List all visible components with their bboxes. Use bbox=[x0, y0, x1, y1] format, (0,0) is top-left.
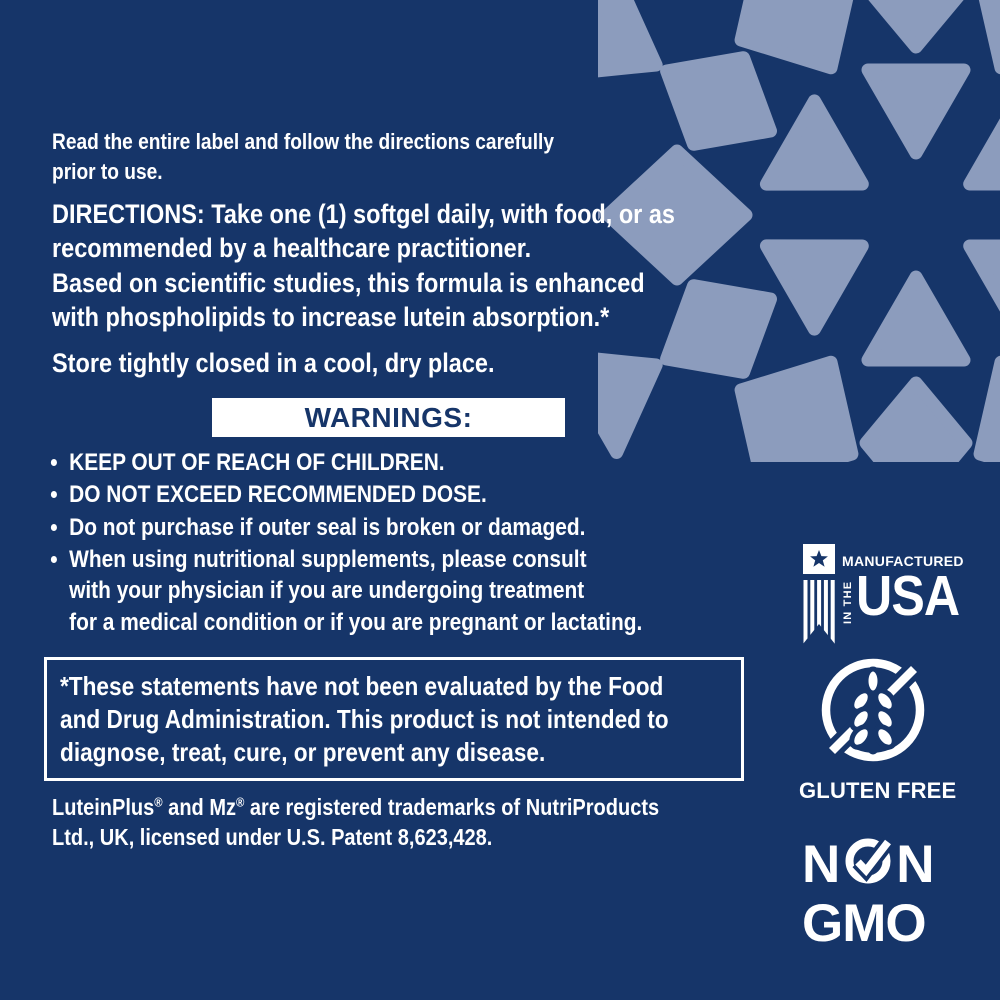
warnings-list bbox=[50, 447, 730, 639]
usa-badge-text bbox=[842, 544, 973, 644]
line: with your physician if you are undergoing treatment bbox=[69, 577, 585, 605]
directions-line: Based on scientific studies, this formula is enhanced bbox=[52, 268, 645, 298]
manufactured-label: MANUFACTURED bbox=[842, 553, 964, 569]
disclaimer-line: *These statements have not been evaluated by the Food bbox=[60, 671, 664, 701]
enhanced-absorption-text bbox=[52, 267, 645, 334]
directions-line: recommended by a healthcare practitioner. bbox=[52, 232, 532, 263]
usa-ribbon-flag-icon bbox=[803, 544, 835, 644]
registered-mark: ® bbox=[154, 794, 163, 810]
non-letter-left: N bbox=[802, 834, 841, 894]
made-in-usa-badge bbox=[803, 544, 973, 644]
disclaimer-box bbox=[44, 657, 744, 781]
trademark-line2: Ltd., UK, licensed under U.S. Patent 8,623,428. bbox=[52, 824, 493, 850]
trademark-text bbox=[52, 792, 659, 852]
directions-text bbox=[52, 198, 675, 265]
line: • KEEP OUT OF REACH OF CHILDREN. bbox=[69, 449, 445, 476]
wheat-slash-icon bbox=[819, 656, 927, 764]
disclaimer-text bbox=[60, 670, 669, 769]
brand-mz: and Mz bbox=[162, 794, 237, 820]
notice-line: prior to use. bbox=[52, 159, 163, 184]
directions-line: with phospholipids to increase lutein absorption.* bbox=[52, 301, 610, 332]
storage-instructions: Store tightly closed in a cool, dry place. bbox=[52, 348, 495, 378]
brand-luteinplus: LuteinPlus bbox=[52, 794, 155, 820]
warning-item bbox=[69, 512, 730, 544]
line: for a medical condition or if you are pregnant or lactating. bbox=[69, 608, 643, 636]
directions-line: DIRECTIONS: Take one (1) softgel daily, with food, or as bbox=[52, 199, 675, 229]
non-gmo-badge bbox=[802, 834, 972, 953]
notice-line: Read the entire label and follow the directions carefully bbox=[52, 129, 555, 154]
check-circle-icon bbox=[841, 834, 895, 888]
warnings-header bbox=[212, 398, 565, 437]
warning-item bbox=[69, 479, 730, 511]
disclaimer-line: and Drug Administration. This product is not intended to bbox=[60, 704, 669, 734]
gluten-free-label: GLUTEN FREE bbox=[799, 778, 957, 803]
warning-item bbox=[69, 447, 730, 479]
trademark-rest: are registered trademarks of NutriProducts bbox=[244, 794, 660, 820]
usa-label: USA bbox=[856, 564, 960, 628]
line: • When using nutritional supplements, please consult bbox=[69, 545, 587, 573]
warning-item bbox=[69, 544, 730, 639]
line: • Do not purchase if outer seal is broken or damaged. bbox=[69, 513, 586, 541]
non-letter-right: N bbox=[896, 834, 935, 894]
trademark-line1 bbox=[52, 792, 659, 822]
disclaimer-line: diagnose, treat, cure, or prevent any disease. bbox=[60, 737, 546, 767]
in-the-label: IN THE bbox=[842, 580, 854, 624]
gmo-label: GMO bbox=[802, 894, 926, 953]
registered-mark: ® bbox=[236, 794, 245, 810]
warnings-title: WARNINGS: bbox=[304, 401, 473, 433]
non-gmo-line1 bbox=[802, 836, 972, 892]
line: • DO NOT EXCEED RECOMMENDED DOSE. bbox=[69, 481, 487, 509]
read-directions-notice bbox=[52, 127, 554, 187]
